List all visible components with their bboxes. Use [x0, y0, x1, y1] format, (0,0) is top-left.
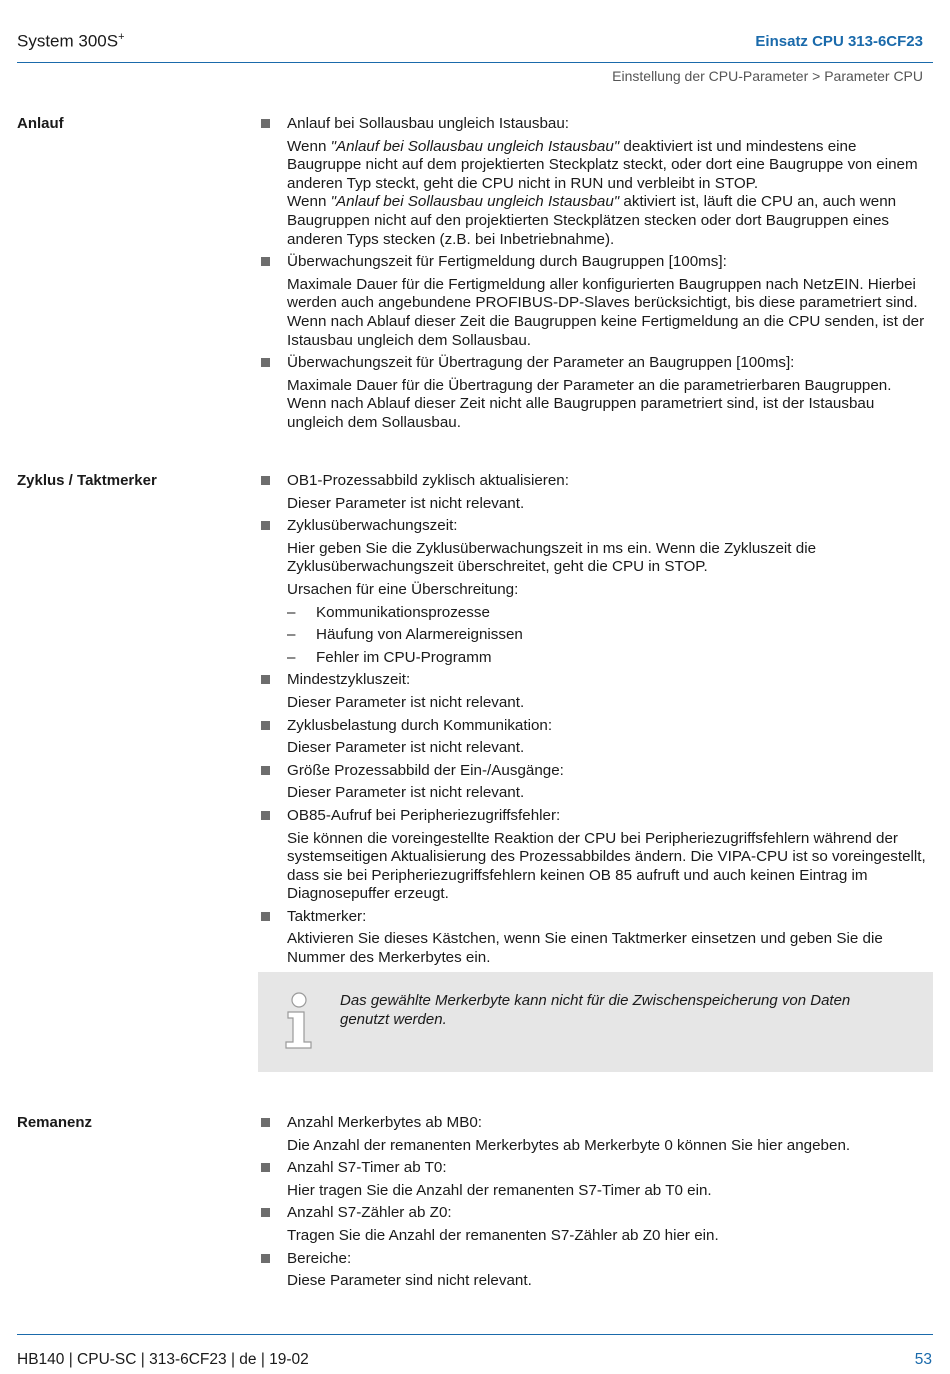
list-item	[258, 253, 934, 350]
list-item	[258, 1204, 934, 1245]
item-text: Dieser Parameter ist nicht relevant.	[287, 739, 525, 757]
square-bullet-icon	[261, 1208, 270, 1217]
square-bullet-icon	[261, 811, 270, 820]
section-label-anlauf: Anlauf	[17, 115, 64, 132]
item-text: Hier tragen Sie die Anzahl der remanenten S7-Timer ab T0 ein.	[287, 1181, 712, 1199]
note-text: Das gewählte Merkerbyte kann nicht für die Zwischenspeicherung von Daten genutzt werden.	[340, 992, 851, 1028]
list-item	[258, 807, 934, 904]
info-icon	[282, 992, 316, 1050]
item-text: Dieser Parameter ist nicht relevant.	[287, 784, 525, 802]
square-bullet-icon	[261, 1163, 270, 1172]
list-item	[258, 354, 934, 432]
item-text: Maximale Dauer für die Übertragung der Parameter an die parametrierbaren Baugruppen. Wenn nach Ablauf dieser Zeit nicht alle Baugruppen parametriert sind, ist der Istausbau ungleich dem Sollausbau.	[287, 376, 892, 431]
list-item	[258, 115, 934, 249]
square-bullet-icon	[261, 476, 270, 485]
square-bullet-icon	[261, 766, 270, 775]
page-number: 53	[914, 1351, 932, 1368]
header-chapter: Einsatz CPU 313-6CF23	[755, 33, 923, 50]
section-label-zyklus: Zyklus / Taktmerker	[17, 472, 157, 489]
square-bullet-icon	[261, 1118, 270, 1127]
list-item	[258, 671, 934, 712]
header-divider	[17, 62, 933, 63]
section-zyklus	[258, 472, 934, 972]
item-text: Ursachen für eine Überschreitung:	[287, 580, 519, 598]
item-heading: Größe Prozessabbild der Ein-/Ausgänge:	[287, 761, 564, 779]
header-system: System 300S+	[17, 31, 125, 51]
list-item	[258, 517, 934, 667]
list-item	[258, 1250, 934, 1291]
item-heading: Mindestzykluszeit:	[287, 671, 411, 689]
item-heading: Bereiche:	[287, 1249, 352, 1267]
item-text: Wenn "Anlauf bei Sollausbau ungleich Istausbau" aktiviert ist, läuft die CPU an, auch wenn Baugruppen nicht auf den projektierten Steckplätzen stecken oder dort Baugruppen eines anderen Typs stecken (z.B. bei Inbetriebnahme).	[287, 193, 897, 248]
item-heading: Überwachungszeit für Übertragung der Parameter an Baugruppen [100ms]:	[287, 354, 795, 372]
list-item	[258, 762, 934, 803]
dash-item: – Häufung von Alarmereignissen	[287, 626, 523, 644]
item-text: Tragen Sie die Anzahl der remanenten S7-Zähler ab Z0 hier ein.	[287, 1226, 719, 1244]
item-text: Die Anzahl der remanenten Merkerbytes ab Merkerbyte 0 können Sie hier angeben.	[287, 1136, 851, 1154]
square-bullet-icon	[261, 358, 270, 367]
section-anlauf	[258, 115, 934, 437]
square-bullet-icon	[261, 912, 270, 921]
square-bullet-icon	[261, 675, 270, 684]
item-text: Aktivieren Sie dieses Kästchen, wenn Sie einen Taktmerker einsetzen und geben Sie die Nummer des Merkerbytes ein.	[287, 930, 883, 967]
item-text: Wenn "Anlauf bei Sollausbau ungleich Istausbau" deaktiviert ist und mindestens eine Baugruppe nicht auf dem projektierten Steckplatz steckt, oder dort eine Baugruppe von einem anderen Typ steckt, geht die CPU nicht in RUN und verbleibt in STOP.	[287, 137, 918, 192]
item-heading: OB85-Aufruf bei Peripheriezugriffsfehler:	[287, 806, 561, 824]
square-bullet-icon	[261, 521, 270, 530]
list-item	[258, 717, 934, 758]
square-bullet-icon	[261, 1254, 270, 1263]
item-text: Maximale Dauer für die Fertigmeldung aller konfigurierten Baugruppen nach NetzEIN. Hierbei werden auch angebundene PROFIBUS-DP-Slaves berücksichtigt, bis diese parametriert sind. Wenn nach Ablauf dieser Zeit die Baugruppen keine Fertigmeldung an die CPU senden, ist der Istausbau ungleich dem Sollausbau.	[287, 275, 925, 349]
item-heading: Anlauf bei Sollausbau ungleich Istausbau:	[287, 115, 570, 132]
section-remanenz	[258, 1114, 934, 1295]
item-heading: Taktmerker:	[287, 907, 367, 925]
item-text: Dieser Parameter ist nicht relevant.	[287, 693, 525, 711]
footer-divider	[17, 1334, 933, 1335]
item-heading: OB1-Prozessabbild zyklisch aktualisieren:	[287, 472, 569, 489]
item-heading: Zyklusbelastung durch Kommunikation:	[287, 716, 553, 734]
item-text: Dieser Parameter ist nicht relevant.	[287, 494, 525, 512]
item-heading: Zyklusüberwachungszeit:	[287, 517, 458, 535]
item-text: Hier geben Sie die Zyklusüberwachungszeit in ms ein. Wenn die Zykluszeit die Zyklusüberwachungszeit überschreitet, geht die CPU in STOP.	[287, 539, 817, 576]
item-text: Sie können die voreingestellte Reaktion der CPU bei Peripheriezugriffsfehlern während der systemseitigen Aktualisierung des Prozessabbildes ändern. Die VIPA-CPU ist so voreingestellt, dass sie bei Peripheriezugriffsfehlern keinen OB 85 aufruft und auch keinen Eintrag im Diagnosepuffer erzeugt.	[287, 829, 926, 903]
item-text: Diese Parameter sind nicht relevant.	[287, 1272, 532, 1290]
item-heading: Überwachungszeit für Fertigmeldung durch Baugruppen [100ms]:	[287, 253, 727, 271]
list-item	[258, 908, 934, 968]
item-heading: Anzahl S7-Timer ab T0:	[287, 1159, 447, 1177]
square-bullet-icon	[261, 721, 270, 730]
item-heading: Anzahl Merkerbytes ab MB0:	[287, 1114, 482, 1131]
dash-item: – Kommunikationsprozesse	[287, 603, 490, 621]
item-heading: Anzahl S7-Zähler ab Z0:	[287, 1204, 452, 1222]
list-item	[258, 1159, 934, 1200]
dash-item: – Fehler im CPU-Programm	[287, 648, 492, 666]
list-item	[258, 1114, 934, 1155]
list-item	[258, 472, 934, 513]
section-label-remanenz: Remanenz	[17, 1114, 93, 1131]
square-bullet-icon	[261, 257, 270, 266]
breadcrumb: Einstellung der CPU-Parameter > Parameter CPU	[612, 68, 923, 84]
footer-doc-id: HB140 | CPU-SC | 313-6CF23 | de | 19-02	[17, 1351, 309, 1368]
info-note	[258, 972, 933, 1072]
square-bullet-icon	[261, 119, 270, 128]
